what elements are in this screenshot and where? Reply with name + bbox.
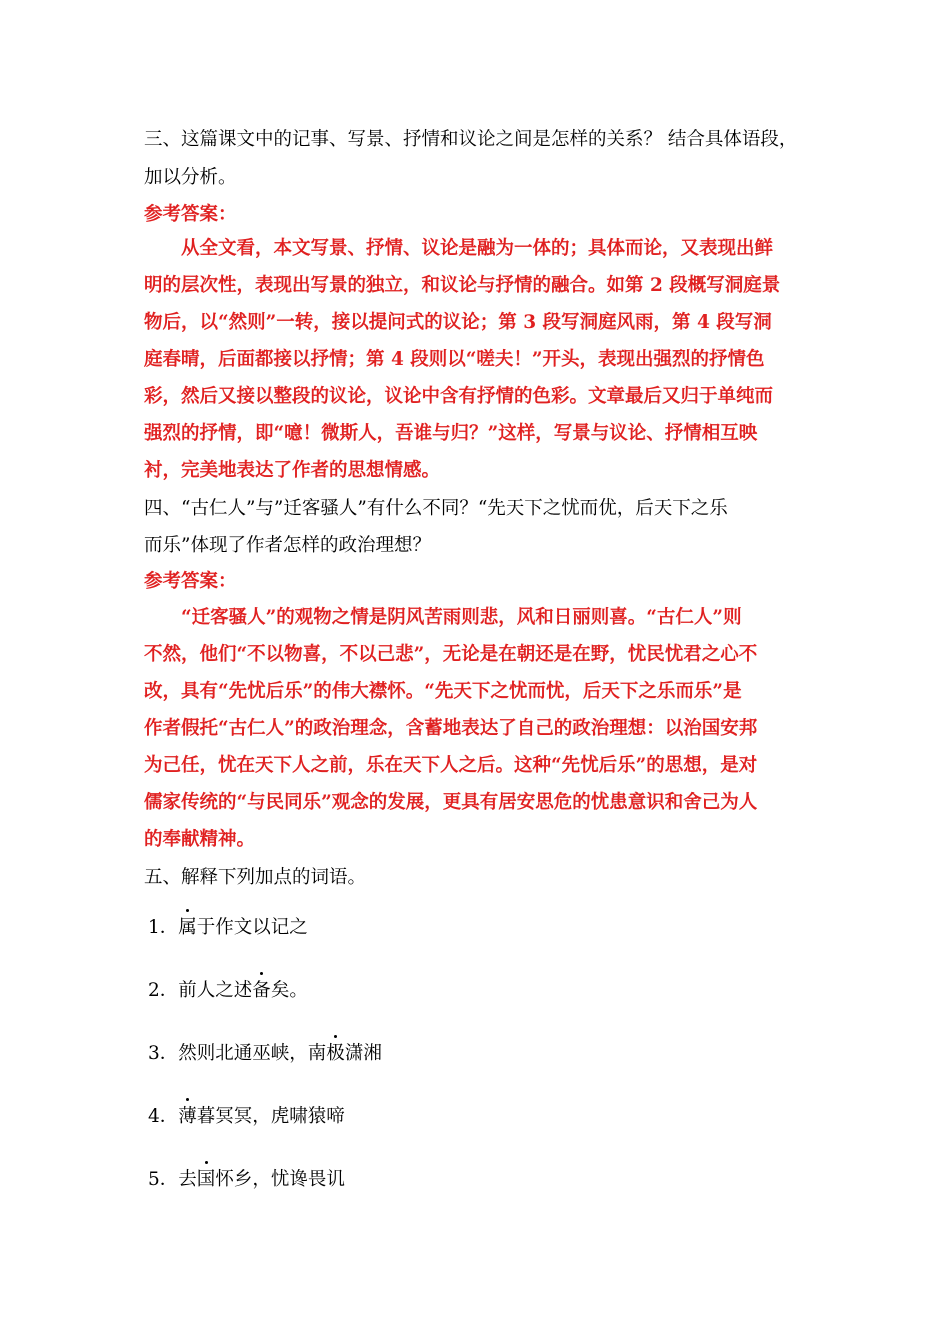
dotted-character: 属 — [178, 917, 197, 938]
answer-4-line: 作者假托“古仁人”的政治理念，含蓄地表达了自己的政治理想：以治国安邦 — [144, 718, 758, 739]
answer-4-line: “迁客骚人”的观物之情是阴风苦雨则悲，风和日丽则喜。“古仁人”则 — [181, 607, 742, 628]
item-text-after: 怀乡，忧谗畏讥 — [215, 1169, 345, 1190]
answer-3-line: 衬，完美地表达了作者的思想情感。 — [144, 460, 441, 481]
answer-4-line: 的奉献精神。 — [144, 829, 256, 850]
item-text-before: 前人之述 — [178, 980, 253, 1001]
vocab-item-3 — [148, 1042, 382, 1066]
vocab-item-4 — [148, 1105, 345, 1129]
item-number: 5． — [148, 1169, 179, 1190]
item-number: 4． — [148, 1106, 179, 1127]
item-number: 3． — [148, 1043, 179, 1064]
answer-4-line: 不然，他们“不以物喜，不以己悲”，无论是在朝还是在野，忧民忧君之心不 — [144, 644, 758, 665]
question-3-line-1: 三、这篇课文中的记事、写景、抒情和议论之间是怎样的关系？ 结合具体语段， — [144, 129, 798, 150]
answer-4-label: 参考答案： — [144, 571, 237, 592]
question-5-heading: 五、解释下列加点的词语。 — [144, 867, 367, 888]
dotted-character: 极 — [326, 1043, 345, 1064]
item-number: 1． — [148, 917, 179, 938]
vocab-item-5 — [148, 1168, 345, 1192]
answer-3-line: 庭春晴，后面都接以抒情；第 4 段则以“嗟夫！”开头，表现出强烈的抒情色 — [144, 349, 765, 370]
answer-4-line: 为己任，忧在天下人之前，乐在天下人之后。这种“先忧后乐”的思想，是对 — [144, 755, 758, 776]
answer-3-label: 参考答案： — [144, 204, 237, 225]
answer-4-line: 儒家传统的“与民同乐”观念的发展，更具有居安思危的忧患意识和舍己为人 — [144, 792, 758, 813]
item-text-after: 矣。 — [270, 980, 308, 1001]
question-4-line-1: 四、“古仁人”与”迁客骚人”有什么不同？“先天下之忧而优，后天下之乐 — [144, 498, 728, 519]
question-3-line-2: 加以分析。 — [144, 167, 237, 188]
item-text-after: 于作文以记之 — [196, 917, 308, 938]
dotted-character: 国 — [196, 1169, 216, 1190]
answer-3-line: 强烈的抒情，即“噫！微斯人，吾谁与归？”这样，写景与议论、抒情相互映 — [144, 423, 758, 444]
item-text-after: 暮冥冥，虎啸猿啼 — [196, 1106, 345, 1127]
question-4-line-2: 而乐”体现了作者怎样的政治理想？ — [144, 535, 431, 556]
vocab-item-1 — [148, 916, 308, 940]
dotted-character: 备 — [252, 980, 271, 1001]
item-text-before: 去 — [178, 1169, 197, 1190]
dotted-character: 薄 — [178, 1106, 197, 1127]
item-text-after: 潇湘 — [344, 1043, 382, 1064]
answer-3-line: 明的层次性，表现出写景的独立，和议论与抒情的融合。如第 2 段概写洞庭景 — [144, 275, 781, 296]
answer-3-line: 物后，以“然则”一转，接以提问式的议论；第 3 段写洞庭风雨，第 4 段写洞 — [144, 312, 772, 333]
vocab-item-2 — [148, 979, 308, 1003]
answer-4-line: 改，具有“先忧后乐”的伟大襟怀。“先天下之忧而忧，后天下之乐而乐”是 — [144, 681, 742, 702]
answer-3-line: 彩，然后又接以整段的议论，议论中含有抒情的色彩。文章最后又归于单纯而 — [144, 386, 774, 407]
item-number: 2． — [148, 980, 179, 1001]
item-text-before: 然则北通巫峡，南 — [178, 1043, 327, 1064]
answer-3-line: 从全文看，本文写景、抒情、议论是融为一体的；具体而论，又表现出鲜 — [181, 238, 774, 259]
